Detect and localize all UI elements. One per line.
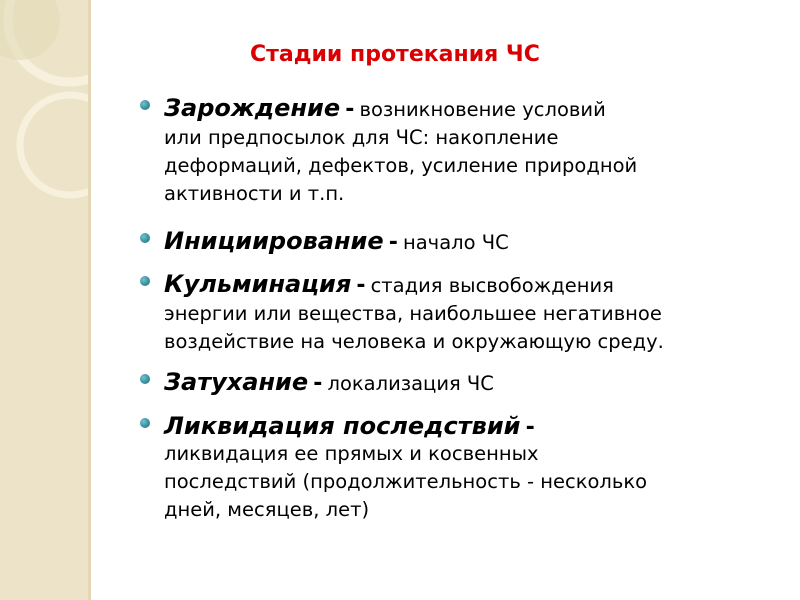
stage-description-line: энергии или вещества, наибольшее негативное	[164, 302, 662, 325]
list-item	[140, 368, 494, 398]
decorative-circles-graphic	[0, 0, 88, 600]
stage-separator: -	[356, 273, 366, 298]
stage-description-line: воздействие на человека и окружающую среду.	[164, 330, 664, 353]
stage-separator: -	[313, 371, 323, 396]
stage-separator: -	[388, 230, 398, 255]
list-item	[140, 227, 509, 257]
stage-description-line: дней, месяцев, лет)	[164, 498, 370, 521]
stage-description: стадия высвобождения	[370, 274, 614, 297]
sidebar-divider	[88, 0, 91, 600]
bullet-icon	[140, 276, 150, 286]
stage-term: Ликвидация последствий	[164, 412, 521, 440]
stage-term: Затухание	[164, 368, 309, 396]
stage-description-line: ликвидация ее прямых и косвенных	[164, 442, 539, 465]
decorative-sidebar	[0, 0, 88, 600]
stage-description: возникновение условий	[359, 98, 606, 121]
bullet-icon	[140, 233, 150, 243]
stage-description-line: или предпосылок для ЧС: накопление	[164, 126, 559, 149]
stage-term: Инициирование	[164, 227, 384, 255]
stage-description-line: последствий (продолжительность - несколько	[164, 470, 648, 493]
bullet-icon	[140, 418, 150, 428]
stage-description-line: деформаций, дефектов, усиление природной	[164, 154, 638, 177]
bullet-icon	[140, 100, 150, 110]
stage-separator: -	[345, 97, 355, 122]
stage-term: Зарождение	[164, 94, 341, 122]
list-item	[140, 94, 637, 208]
stage-description: локализация ЧС	[327, 372, 494, 395]
stage-separator: -	[525, 415, 535, 440]
stage-description-line: активности и т.п.	[164, 182, 345, 205]
slide-title: Стадии протекания ЧС	[250, 42, 540, 67]
stage-description: начало ЧС	[402, 231, 509, 254]
list-item	[140, 270, 664, 356]
bullet-icon	[140, 374, 150, 384]
list-item	[140, 412, 647, 524]
stage-term: Кульминация	[164, 270, 352, 298]
